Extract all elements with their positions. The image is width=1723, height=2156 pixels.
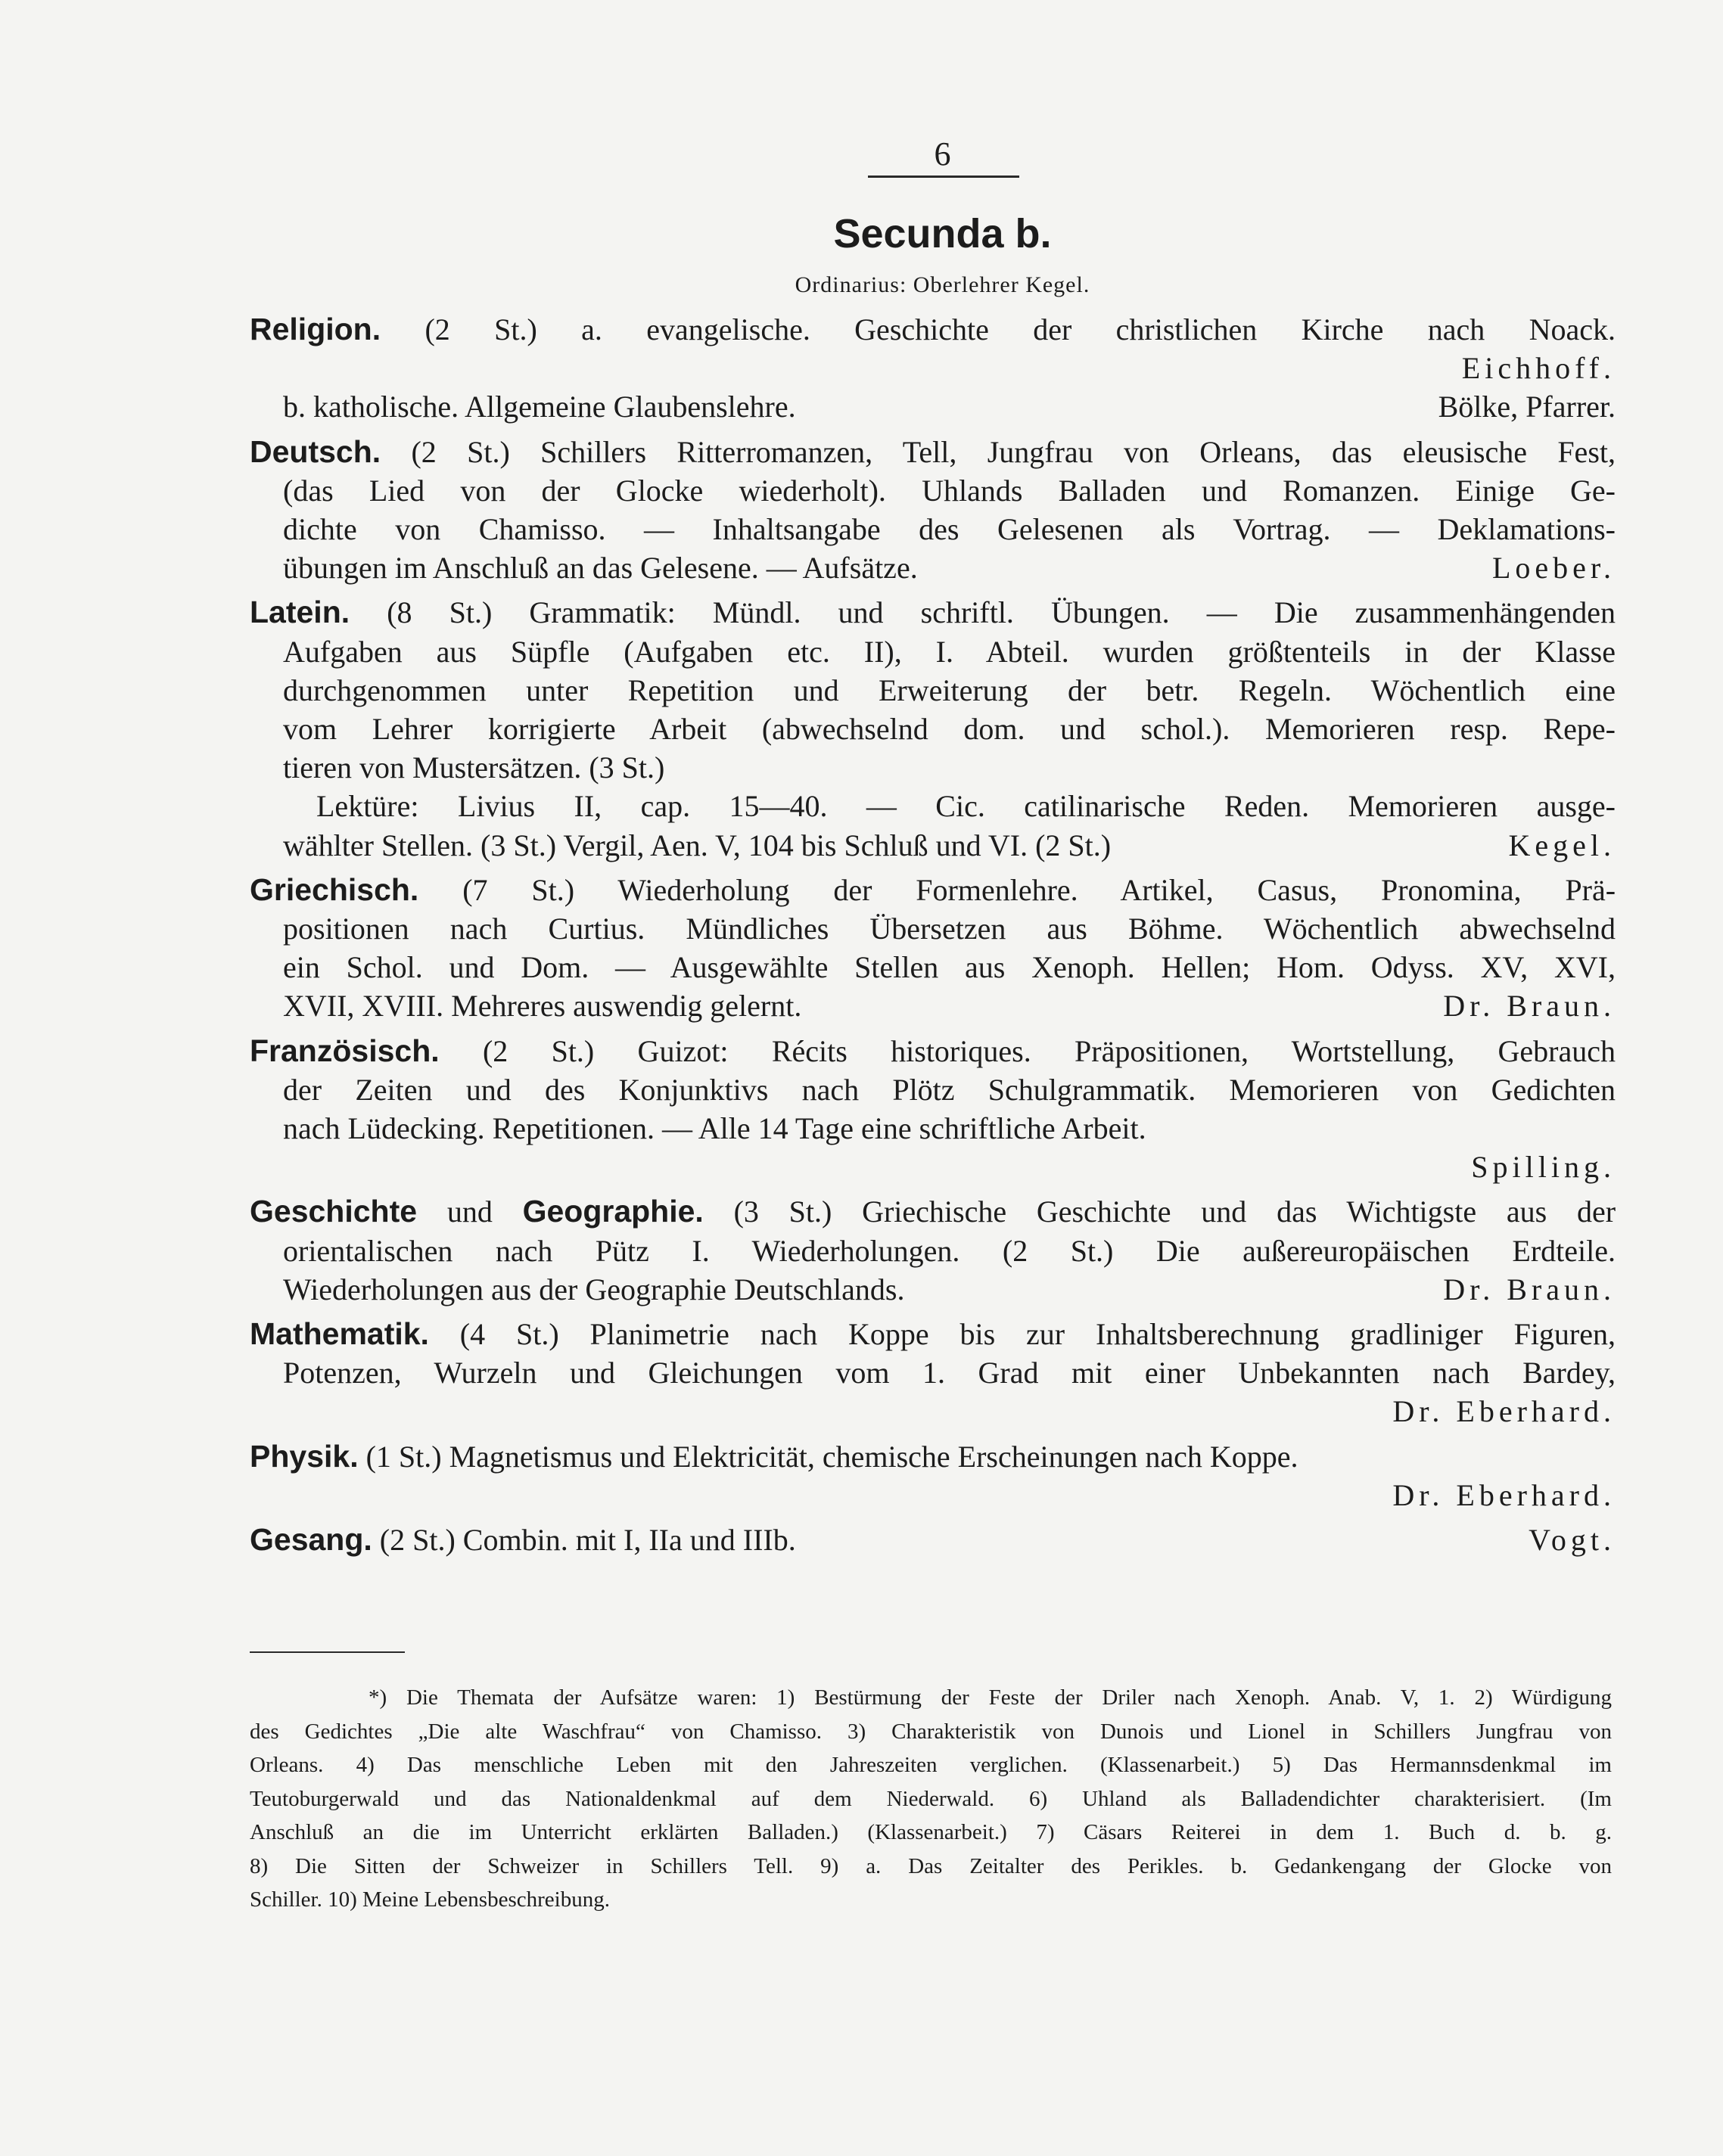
subject-latein: Latein.: [250, 595, 350, 630]
mathematik-line-1: [250, 1315, 1616, 1353]
deutsch-line-1: [250, 433, 1616, 471]
griechisch-line-1: [250, 871, 1616, 909]
section-gesang: [250, 1521, 1616, 1559]
deutsch-line-4: [250, 548, 1616, 587]
ordinarius-line: Ordinarius: Oberlehrer Kegel.: [795, 272, 1090, 297]
subject-geographie: Geographie.: [522, 1194, 704, 1229]
geschichte-line-3: [250, 1270, 1616, 1309]
footnote-line-4: Teutoburgerwald und das Nationaldenkmal auf dem Niederwald. 6) Uhland als Balladendichter charakterisiert. (Im: [250, 1786, 1612, 1811]
latein-line-6: Lektüre: Livius II, cap. 15—40. — Cic. catilinarische Reden. Memorieren ausge-: [316, 789, 1616, 824]
page-number: 6: [934, 135, 951, 172]
footnote-line-3: Orleans. 4) Das menschliche Leben mit den Jahreszeiten verglichen. (Klassenarbeit.) 5) Das Hermannsdenkmal im: [250, 1753, 1612, 1777]
section-physik: [250, 1437, 1616, 1514]
subject-griechisch: Griechisch.: [250, 871, 419, 907]
religion-text-1: (2 St.) a. evangelische. Geschichte der christlichen Kirche nach Noack.: [425, 312, 1616, 346]
teacher-loeber: Loeber.: [1491, 551, 1616, 586]
griechisch-text-4: XVII, XVIII. Mehreres auswendig gelernt.: [283, 989, 802, 1024]
teacher-eichhoff: Eichhoff.: [1461, 351, 1616, 386]
page-title: Secunda b.: [833, 211, 1052, 256]
footnote-line-5: Anschluß an die im Unterricht erklärten Balladen.) (Klassenarbeit.) 7) Cäsars Reiterei in dem 1. Buch d. b. g.: [250, 1820, 1612, 1844]
teacher-kegel: Kegel.: [1508, 828, 1616, 862]
geschichte-line-2: orientalischen nach Pütz I. Wiederholungen. (2 St.) Die außereuropäischen Erdteile.: [283, 1233, 1616, 1268]
teacher-boelke: Bölke, Pfarrer.: [1438, 390, 1616, 424]
religion-teacher-1: [250, 349, 1616, 387]
teacher-braun-2: Dr. Braun.: [1443, 1272, 1616, 1306]
latein-line-7: [250, 826, 1616, 865]
subject-gesang: Gesang.: [250, 1522, 372, 1558]
footnote-rule: [250, 1651, 405, 1653]
geschichte-line-1: [250, 1192, 1616, 1231]
latein-line-2: Aufgaben aus Süpfle (Aufgaben etc. II), I. Abteil. wurden größtenteils in der Klasse: [283, 634, 1616, 669]
latein-text-1: (8 St.) Grammatik: Mündl. und schriftl. Übungen. — Die zusammenhängenden: [387, 595, 1616, 630]
griechisch-text-1: (7 St.) Wiederholung der Formenlehre. Artikel, Casus, Pronomina, Prä-: [462, 872, 1616, 907]
franzoesisch-teacher: [250, 1148, 1616, 1186]
geschichte-text-3: Wiederholungen aus der Geographie Deutschlands.: [283, 1272, 905, 1306]
latein-text-7: wählter Stellen. (3 St.) Vergil, Aen. V, 104 bis Schluß und VI. (2 St.): [283, 828, 1112, 862]
latein-line-3: durchgenommen unter Repetition und Erweiterung der betr. Regeln. Wöchentlich eine: [283, 673, 1616, 707]
subject-geschichte: Geschichte: [250, 1194, 418, 1229]
section-religion: [250, 310, 1616, 427]
subject-deutsch: Deutsch.: [250, 433, 381, 469]
curriculum-body: [250, 310, 1616, 1565]
section-mathematik: [250, 1315, 1616, 1431]
teacher-eberhard-1: Dr. Eberhard.: [1392, 1394, 1616, 1429]
griechisch-line-4: [250, 986, 1616, 1025]
subject-physik: Physik.: [250, 1438, 359, 1474]
physik-line-1: [250, 1437, 1616, 1476]
gesang-line-1: [250, 1521, 1616, 1559]
section-latein: [250, 593, 1616, 864]
physik-text-1: (1 St.) Magnetismus und Elektricität, chemische Erscheinungen nach Koppe.: [365, 1439, 1298, 1474]
footnote-line-7: Schiller. 10) Meine Lebensbeschreibung.: [250, 1887, 610, 1912]
religion-line-1: [250, 310, 1616, 349]
latein-line-1: [250, 593, 1616, 632]
mathematik-line-2: Potenzen, Wurzeln und Gleichungen vom 1. Grad mit einer Unbekannten nach Bardey,: [283, 1356, 1616, 1390]
section-franzoesisch: [250, 1032, 1616, 1187]
religion-line-2: [250, 387, 1616, 426]
footnote-line-6: 8) Die Sitten der Schweizer in Schillers Tell. 9) a. Das Zeitalter des Perikles. b. Gedankengang der Glocke von: [250, 1853, 1612, 1878]
geschichte-text-1: (3 St.) Griechische Geschichte und das Wichtigste aus der: [733, 1194, 1616, 1229]
deutsch-text-4: übungen im Anschluß an das Gelesene. — Aufsätze.: [283, 551, 918, 586]
teacher-spilling: Spilling.: [1471, 1150, 1616, 1185]
footnote: [250, 1681, 1612, 1917]
franzoesisch-text-1: (2 St.) Guizot: Récits historiques. Präpositionen, Wortstellung, Gebrauch: [482, 1033, 1616, 1068]
subject-mathematik: Mathematik.: [250, 1316, 429, 1352]
mathematik-teacher: [250, 1392, 1616, 1431]
footnote-line-2: des Gedichtes „Die alte Waschfrau“ von Chamisso. 3) Charakteristik von Dunois und Lionel in Schillers Jungfrau von: [250, 1719, 1612, 1744]
gesang-text-1: (2 St.) Combin. mit I, IIa und IIIb.: [379, 1523, 796, 1558]
section-geschichte: [250, 1192, 1616, 1309]
religion-text-2: b. katholische. Allgemeine Glaubenslehre.: [283, 390, 796, 424]
teacher-eberhard-2: Dr. Eberhard.: [1392, 1477, 1616, 1512]
franzoesisch-line-1: [250, 1032, 1616, 1070]
deutsch-line-2: (das Lied von der Glocke wiederholt). Uhlands Balladen und Romanzen. Einige Ge-: [283, 473, 1616, 508]
deutsch-text-1: (2 St.) Schillers Ritterromanzen, Tell, Jungfrau von Orleans, das eleusische Fest,: [411, 434, 1616, 469]
page-number-rule: [868, 176, 1019, 178]
teacher-vogt: Vogt.: [1529, 1523, 1616, 1558]
physik-teacher: [250, 1476, 1616, 1514]
franzoesisch-line-3: nach Lüdecking. Repetitionen. — Alle 14 Tage eine schriftliche Arbeit.: [283, 1111, 1146, 1146]
mathematik-text-1: (4 St.) Planimetrie nach Koppe bis zur Inhaltsberechnung gradliniger Figuren,: [459, 1317, 1616, 1352]
griechisch-line-2: positionen nach Curtius. Mündliches Übersetzen aus Böhme. Wöchentlich abwechselnd: [283, 912, 1616, 946]
latein-line-5: tieren von Mustersätzen. (3 St.): [283, 750, 665, 785]
griechisch-line-3: ein Schol. und Dom. — Ausgewählte Stellen aus Xenoph. Hellen; Hom. Odyss. XV, XVI,: [283, 950, 1616, 985]
deutsch-line-3: dichte von Chamisso. — Inhaltsangabe des Gelesenen als Vortrag. — Deklamations-: [283, 512, 1616, 547]
franzoesisch-line-2: der Zeiten und des Konjunktivs nach Plötz Schulgrammatik. Memorieren von Gedichten: [283, 1072, 1616, 1107]
subject-franzoesisch: Französisch.: [250, 1033, 440, 1068]
geschichte-und: und: [446, 1194, 493, 1229]
section-deutsch: [250, 433, 1616, 588]
section-griechisch: [250, 871, 1616, 1026]
teacher-braun-1: Dr. Braun.: [1443, 989, 1616, 1024]
latein-line-4: vom Lehrer korrigierte Arbeit (abwechselnd dom. und schol.). Memorieren resp. Repe-: [283, 712, 1616, 747]
footnote-line-1: *) Die Themata der Aufsätze waren: 1) Bestürmung der Feste der Driler nach Xenoph. Anab. V, 1. 2) Würdigung: [369, 1685, 1612, 1710]
subject-religion: Religion.: [250, 312, 381, 346]
